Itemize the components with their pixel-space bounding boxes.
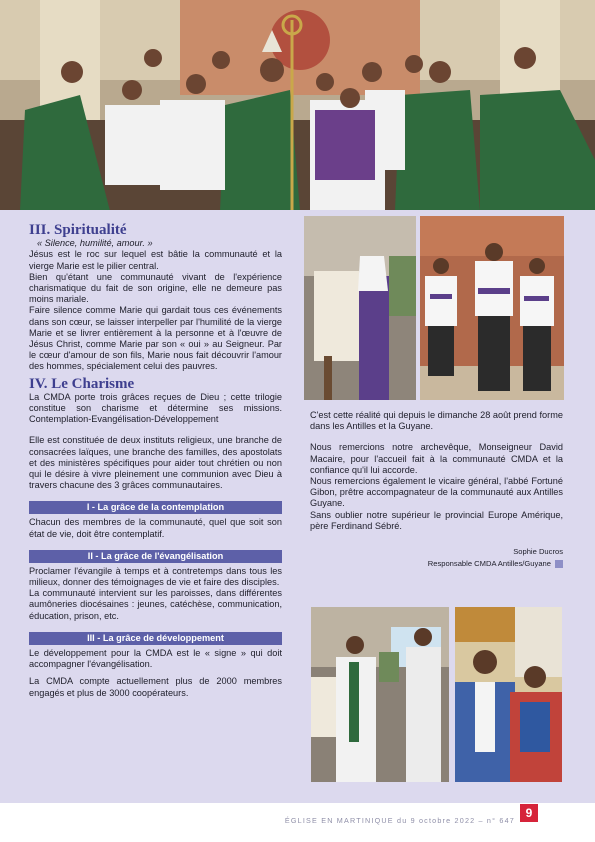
priests-altar-photo <box>311 607 449 782</box>
paragraph: Bien qu'étant une communauté vivant de l'expérience charismatique du fait de son origine, elle ne demeure pas moins mariale. <box>29 271 282 305</box>
paragraph: Sans oublier notre supérieur le provincial Europe Amérique, père Ferdinand Sébré. <box>310 509 563 531</box>
paragraph: C'est cette réalité qui depuis le dimanche 28 août prend forme dans les Antilles et la Guyane. <box>310 410 563 432</box>
subhead-evangelisation: II - La grâce de l'évangélisation <box>29 550 282 563</box>
page-footer <box>0 803 595 842</box>
signature-role: Responsable CMDA Antilles/Guyane <box>427 559 551 569</box>
paragraph: La CMDA compte actuellement plus de 2000 membres engagés et plus de 3000 coopérateurs. <box>29 676 282 698</box>
right-column <box>310 410 563 570</box>
motto-text: « Silence, humilité, amour. » <box>37 238 153 249</box>
paragraph: La communauté intervient sur les paroisses, dans différentes aumôneries diocésaines : jeunes, catéchèse, communication, éducation, prison, etc. <box>29 588 282 621</box>
members-holding-books-photo <box>420 216 564 400</box>
end-square-icon <box>555 560 563 568</box>
subhead-developpement: III - La grâce de développement <box>29 632 282 645</box>
paragraph: Jésus est le roc sur lequel est bâtie la communauté et la vierge Marie est le pilier central. <box>29 249 282 271</box>
paragraph: La CMDA porte trois grâces reçues de Dieu ; cette trilogie constitue son charisme et détermine ses missions. Contemplation-Evangélisation-Développement <box>29 391 282 425</box>
couple-portrait-photo <box>455 607 562 782</box>
nun-reading-photo <box>304 216 416 400</box>
left-column <box>29 222 282 699</box>
paragraph: Nous remercions notre archevêque, Monseigneur David Macaire, pour l'accueil fait à la communauté CMDA et la confiance qu'il lui accorde. <box>310 442 563 475</box>
paragraph: Nous remercions également le vicaire général, l'abbé Fortuné Gibon, prêtre accompagnateur de la communauté aux Antilles Guyane. <box>310 476 563 509</box>
paragraph: Le développement pour la CMDA est le « signe » qui doit accompagner l'évangélisation. <box>29 647 282 670</box>
subhead-contemplation: I - La grâce de la contemplation <box>29 501 282 514</box>
heading-charisme: IV. Le Charisme <box>29 375 135 392</box>
page-number-badge: 9 <box>520 804 538 822</box>
footer-publication: ÉGLISE EN MARTINIQUE du 9 octobre 2022 – n° 647 <box>284 816 515 825</box>
paragraph: Chacun des membres de la communauté, quel que soit son état de vie, doit être contemplatif. <box>29 517 282 539</box>
paragraph: Elle est constituée de deux instituts religieux, une branche de consacrées laïques, une branche des familles, des apostolats et des ministères spécifiques pour aider tout chrétien ou non qui le désire à vivre pleinement une communion avec Dieu à travers chacune des 3 grâces communautaires. <box>29 435 282 491</box>
paragraph: Faire silence comme Marie qui gardait tous ces événements dans son cœur, se laisser interpeller par l'humilité de la vierge Marie et se livrer entièrement à la personne et à l'œuvre de Jésus Christ, comme Marie par son « oui » au Seigneur. Par le cœur d'amour de son fils, Marie nous fait découvrir l'amour des hommes, spécialement celui des pauvres. <box>29 305 282 372</box>
signature-role-line <box>310 558 563 570</box>
paragraph: Proclamer l'évangile à temps et à contretemps dans tous les milieux, donner des témoignages de vie et faire des disciples. <box>29 565 282 588</box>
signature-name: Sophie Ducros <box>513 547 563 557</box>
group-celebration-photo <box>0 0 595 211</box>
heading-spiritualite: III. Spiritualité <box>29 222 127 238</box>
